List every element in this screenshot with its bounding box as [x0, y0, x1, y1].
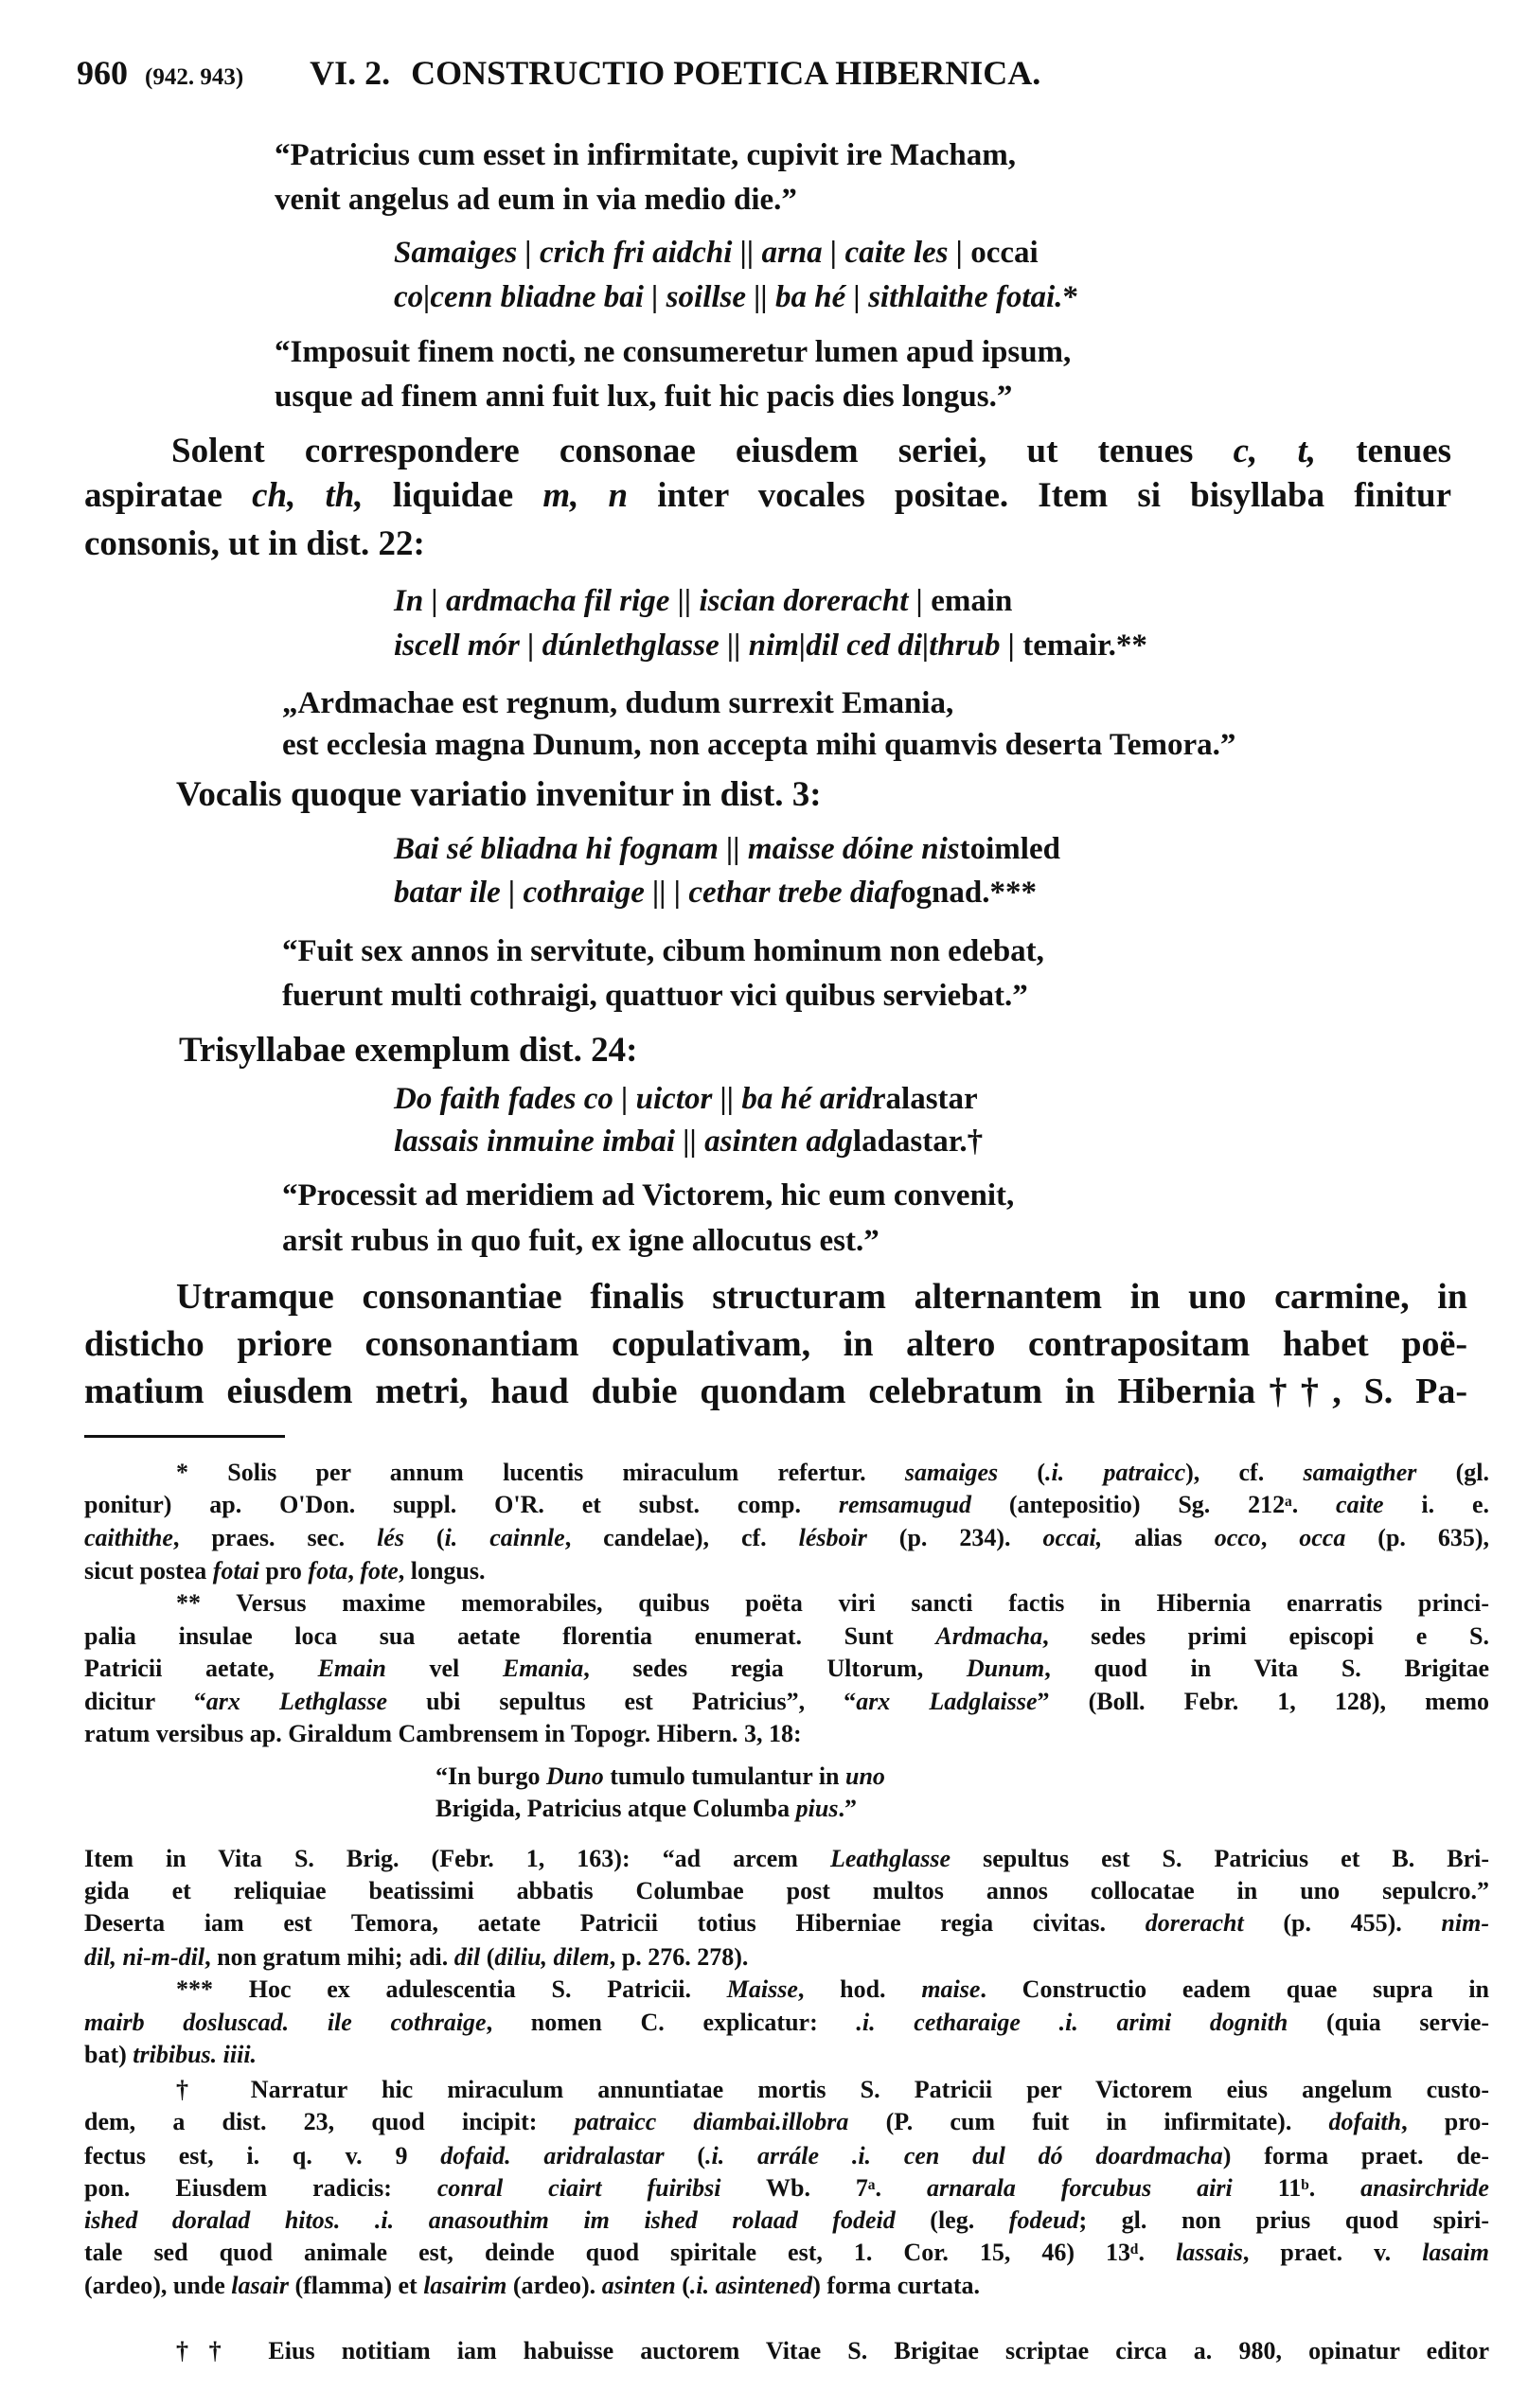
- italic-text: Bai sé bliadna hi fognam || maisse dóine nis: [394, 831, 960, 866]
- roman-text: (: [675, 2271, 690, 2299]
- italic-text: Leathglasse: [829, 1844, 951, 1872]
- text-line: [275, 182, 797, 217]
- roman-text: (p. 234).: [866, 1523, 1043, 1551]
- footnote-line: [84, 2107, 1489, 2135]
- italic-text: lésboir: [798, 1523, 867, 1551]
- roman-text: tumulo tumulantur in: [603, 1762, 846, 1790]
- roman-text: , hod.: [797, 1974, 922, 2003]
- footnote-line: [84, 1656, 1489, 1681]
- footnote-line: [84, 1844, 1490, 1872]
- roman-text: aspiratae: [84, 476, 253, 516]
- roman-text: Vocalis quoque variatio invenitur in dist. 3:: [176, 775, 822, 815]
- footnote-line: [84, 2173, 1489, 2202]
- roman-text: liquidae: [363, 476, 543, 516]
- roman-text: (gl.: [1416, 1458, 1489, 1486]
- roman-text: tale sed quod animale est, deinde quod spiritale est, 1. Cor. 15, 46) 13ᵈ.: [84, 2238, 1177, 2266]
- roman-text: (ardeo), unde: [84, 2271, 232, 2299]
- roman-text: pro: [258, 1556, 309, 1585]
- footnote-line: [435, 1764, 885, 1789]
- roman-text: (quia servie-: [1288, 2008, 1490, 2036]
- roman-text: Utramque consonantiae finalis structuram alternantem in uno carmine, in: [176, 1277, 1467, 1318]
- text-line: [84, 1372, 1467, 1412]
- roman-text: * Solis per annum lucentis miraculum refertur.: [176, 1458, 905, 1486]
- italic-text: maise: [921, 1974, 981, 2003]
- text-line: [176, 1277, 1467, 1318]
- footnote-line: [84, 1621, 1490, 1650]
- italic-text: Ardmacha: [935, 1621, 1043, 1650]
- text-line: [394, 279, 1078, 314]
- italic-text: .i. arrále .i. cen dul dó doardmacha: [705, 2141, 1223, 2169]
- roman-text: “Patricius cum esset in infirmitate, cupivit ire Macham,: [275, 137, 1016, 172]
- footnote-line: [84, 2205, 1490, 2234]
- roman-text: (: [480, 1942, 495, 1971]
- footnote-line: [84, 1523, 1489, 1551]
- italic-text: occa: [1299, 1523, 1346, 1551]
- roman-text: “In burgo: [435, 1762, 547, 1790]
- roman-text: tenues: [1316, 432, 1451, 471]
- italic-text: fotai: [212, 1556, 259, 1585]
- italic-text: .i. cetharaige .i. arimi dognith: [856, 2008, 1288, 2036]
- roman-text: , quod in Vita S. Brigitae: [1044, 1654, 1489, 1682]
- text-line: [179, 1031, 638, 1071]
- roman-text: Trisyllabae exemplum dist. 24:: [179, 1031, 638, 1071]
- footnote-line: [84, 1687, 1489, 1715]
- roman-text: consonis, ut in dist. 22:: [84, 524, 425, 564]
- roman-text: (leg.: [895, 2205, 1009, 2234]
- roman-text: (: [664, 2141, 706, 2169]
- roman-text: fuerunt multi cothraigi, quattuor vici quibus serviebat.”: [282, 978, 1028, 1013]
- italic-text: m, n: [542, 476, 629, 516]
- roman-text: „Ardmachae est regnum, dudum surrexit Emania,: [282, 685, 954, 720]
- roman-text: “Imposuit finem nocti, ne consumeretur lumen apud ipsum,: [275, 334, 1072, 369]
- text-line: [394, 235, 1039, 270]
- roman-text: “Processit ad meridiem ad Victorem, hic eum convenit,: [282, 1177, 1015, 1213]
- roman-text: ,: [347, 1556, 361, 1585]
- roman-text: i. e.: [1383, 1490, 1489, 1518]
- text-line: [171, 434, 1451, 469]
- text-line: [282, 727, 1236, 762]
- italic-text: In | ardmacha fil rige || iscian doreracht |: [394, 583, 932, 618]
- roman-text: *** Hoc ex adulescentia S. Patricii.: [176, 1974, 727, 2003]
- roman-text: , candelae), cf.: [564, 1523, 799, 1551]
- text-line: [275, 137, 1016, 172]
- text-line: [394, 630, 1147, 662]
- italic-text: fota: [308, 1556, 348, 1585]
- roman-text: *: [1062, 279, 1078, 314]
- roman-text: . Constructio eadem quae supra in: [980, 1974, 1490, 2003]
- roman-text: ladastar.†: [852, 1124, 984, 1159]
- italic-text: caite: [1336, 1490, 1384, 1518]
- italic-text: pius: [795, 1794, 839, 1822]
- roman-text: ; gl. non prius quod spiri-: [1078, 2205, 1490, 2234]
- roman-text: ) forma curtata.: [812, 2271, 981, 2299]
- roman-text: fectus est, i. q. v. 9: [84, 2141, 441, 2169]
- text-line: [282, 685, 954, 720]
- footnote-line: [84, 2010, 1489, 2035]
- roman-text: Solent correspondere consonae eiusdem seriei, ut tenues: [171, 432, 1234, 471]
- roman-text: †† Eius notitiam iam habuisse auctorem Vitae S. Brigitae scriptae circa a. 980, opinatur editor: [176, 2336, 1489, 2364]
- roman-text: vel: [385, 1654, 503, 1682]
- italic-text: arx Lethglasse: [205, 1687, 388, 1715]
- italic-text: dofaith: [1328, 2107, 1402, 2135]
- footnote-line: [84, 1876, 1489, 1904]
- italic-text: Do faith fades co | uictor || ba hé arid: [394, 1081, 872, 1116]
- roman-text: gida et reliquiae beatissimi abbatis Columbae post multos annos collocatae in uno sepulcro.”: [84, 1876, 1489, 1904]
- roman-text: bat): [84, 2040, 133, 2068]
- text-line: [394, 583, 1013, 618]
- roman-text: Brigida, Patricius atque Columba: [435, 1794, 796, 1822]
- roman-text: , sedes regia Ultorum,: [583, 1654, 967, 1682]
- roman-text: ** Versus maxime memorabiles, quibus poëta viri sancti factis in Hibernia enarratis princi-: [176, 1588, 1489, 1617]
- italic-text: iscell mór | dúnlethglasse || nim|dil ced di|thrub |: [394, 628, 1023, 663]
- roman-text: (ardeo).: [506, 2271, 602, 2299]
- italic-text: patraicc diambai.illobra: [574, 2107, 849, 2135]
- text-line: [275, 381, 1012, 413]
- roman-text: † Narratur hic miraculum annuntiatae mortis S. Patricii per Victorem eius angelum custo-: [176, 2075, 1489, 2103]
- italic-text: Emain: [317, 1654, 386, 1682]
- italic-text: co|cenn bliadne bai | soillse || ba hé | sithlaithe fotai.: [394, 279, 1063, 314]
- roman-text: toimled: [959, 831, 1060, 866]
- text-line: [84, 476, 1451, 516]
- roman-text: matium eiusdem metri, haud dubie quondam celebratum in Hibernia††, S. Pa-: [84, 1372, 1467, 1412]
- italic-text: asinten: [601, 2271, 676, 2299]
- roman-text: ” (Boll. Febr. 1, 128), memo: [1037, 1687, 1489, 1715]
- roman-text: (P. cum fuit in infirmitate).: [848, 2107, 1329, 2135]
- text-line: [84, 1324, 1467, 1365]
- text-line: [282, 978, 1028, 1013]
- footnote-rule: [84, 1435, 285, 1438]
- roman-text: “Fuit sex annos in servitute, cibum hominum non edebat,: [282, 933, 1044, 968]
- italic-text: dofaid. aridralastar: [440, 2141, 665, 2169]
- footnote-line: [84, 2141, 1489, 2169]
- roman-text: (p. 635),: [1345, 1523, 1489, 1551]
- italic-text: conral ciairt fuiribsi: [436, 2173, 721, 2202]
- roman-text: Patricii aetate,: [84, 1654, 318, 1682]
- italic-text: i. cainnle: [444, 1523, 565, 1551]
- italic-text: caithithe: [84, 1523, 173, 1551]
- italic-text: batar ile | cothraige || | cethar trebe diaf: [394, 875, 901, 910]
- roman-text: est ecclesia magna Dunum, non accepta mihi quamvis deserta Temora.”: [282, 727, 1236, 762]
- roman-text: alias: [1102, 1523, 1215, 1551]
- footnote-line: [84, 2040, 258, 2068]
- roman-text: ratum versibus ap. Giraldum Cambrensem in Topogr. Hibern. 3, 18:: [84, 1719, 802, 1747]
- roman-text: venit angelus ad eum in via medio die.”: [275, 182, 797, 217]
- italic-text: tribibus. iiii.: [133, 2040, 258, 2068]
- footnote-line: [84, 1908, 1489, 1937]
- italic-text: samaigther: [1303, 1458, 1417, 1486]
- roman-text: , nomen C. explicatur:: [486, 2008, 857, 2036]
- italic-text: dil: [453, 1942, 481, 1971]
- roman-text: (flamma) et: [288, 2271, 424, 2299]
- footnote-line: [176, 2336, 1489, 2364]
- roman-text: , praet. v.: [1242, 2238, 1423, 2266]
- italic-text: arnarala forcubus airi: [926, 2173, 1233, 2202]
- footnote-line: [84, 1490, 1489, 1518]
- roman-text: disticho priore consonantiam copulativam, in altero contrapositam habet poë-: [84, 1324, 1467, 1365]
- roman-text: , p. 276. 278).: [609, 1942, 749, 1971]
- roman-text: emain: [931, 583, 1013, 618]
- italic-text: c, t,: [1233, 432, 1317, 471]
- roman-text: pon. Eiusdem radicis:: [84, 2173, 437, 2202]
- roman-text: ponitur) ap. O'Don. suppl. O'R. et subst. comp.: [84, 1490, 839, 1518]
- italic-text: lés: [377, 1523, 404, 1551]
- italic-text: nim-: [1441, 1908, 1489, 1937]
- roman-text: usque ad finem anni fuit lux, fuit hic pacis dies longus.”: [275, 379, 1013, 414]
- italic-text: lasaim: [1422, 2238, 1489, 2266]
- italic-text: samaiges: [904, 1458, 999, 1486]
- roman-text: , praes. sec.: [172, 1523, 378, 1551]
- footnote-line: [176, 1974, 1490, 2003]
- section-refs: (942. 943): [145, 64, 244, 90]
- italic-text: fote: [360, 1556, 399, 1585]
- text-line: [84, 524, 425, 564]
- roman-text: sicut postea: [84, 1556, 213, 1585]
- roman-text: , pro-: [1401, 2107, 1489, 2135]
- text-line: [176, 775, 822, 815]
- roman-text: , non gratum mihi; adi.: [204, 1942, 454, 1971]
- italic-text: Dunum: [966, 1654, 1045, 1682]
- roman-text: (antepositio) Sg. 212ᵃ.: [971, 1490, 1337, 1518]
- italic-text: lasairim: [423, 2271, 507, 2299]
- roman-text: Wb. 7ᵃ.: [720, 2173, 927, 2202]
- text-line: [394, 1081, 978, 1116]
- roman-text: (: [998, 1458, 1046, 1486]
- italic-text: Emania: [502, 1654, 584, 1682]
- roman-text: ) forma praet. de-: [1222, 2141, 1489, 2169]
- roman-text: , longus.: [398, 1556, 486, 1585]
- italic-text: .i. patraicc: [1045, 1458, 1186, 1486]
- footnote-line: [84, 1942, 749, 1971]
- footnote-line: [84, 1719, 802, 1747]
- italic-text: diliu, dilem: [494, 1942, 610, 1971]
- footnote-line: [84, 2271, 981, 2299]
- roman-text: temair.**: [1022, 628, 1147, 663]
- italic-text: Samaiges | crich fri aidchi || arna | caite les |: [394, 235, 971, 270]
- running-title: CONSTRUCTIO POETICA HIBERNICA.: [411, 54, 1041, 92]
- footnote-line: [176, 1458, 1489, 1486]
- text-line: [282, 933, 1044, 968]
- roman-text: , sedes primi episcopi e S.: [1042, 1621, 1490, 1650]
- text-line: [394, 877, 1037, 909]
- italic-text: lassais inmuine imbai || asinten adg: [394, 1124, 853, 1159]
- roman-text: (: [403, 1523, 445, 1551]
- italic-text: anasirchride: [1360, 2173, 1489, 2202]
- italic-text: ch, th,: [252, 476, 364, 516]
- text-line: [282, 1177, 1015, 1213]
- footnote-line: [435, 1794, 857, 1822]
- italic-text: doreracht: [1145, 1908, 1244, 1937]
- italic-text: .i. asintened: [689, 2271, 813, 2299]
- chapter-number: VI. 2.: [310, 54, 391, 92]
- roman-text: Deserta iam est Temora, aetate Patricii totius Hiberniae regia civitas.: [84, 1908, 1146, 1937]
- roman-text: ,: [1260, 1523, 1300, 1551]
- roman-text: (p. 455).: [1243, 1908, 1442, 1937]
- italic-text: arx Ladglaisse: [856, 1687, 1038, 1715]
- running-header: [77, 53, 1040, 93]
- footnote-line: [84, 2240, 1489, 2265]
- italic-text: Maisse: [726, 1974, 798, 2003]
- italic-text: lasair: [231, 2271, 289, 2299]
- roman-text: ognad.***: [900, 875, 1037, 910]
- italic-text: ished doralad hitos. .i. anasouthim im ished rolaad fodeid: [84, 2205, 896, 2234]
- text-line: [275, 334, 1072, 369]
- roman-text: arsit rubus in quo fuit, ex igne allocutus est.”: [282, 1223, 879, 1258]
- roman-text: dicitur “: [84, 1687, 206, 1715]
- roman-text: Item in Vita S. Brig. (Febr. 1, 163): “ad arcem: [84, 1844, 830, 1872]
- roman-text: ralastar: [871, 1081, 978, 1116]
- roman-text: inter vocales positae. Item si bisyllaba finitur: [628, 476, 1451, 516]
- italic-text: uno: [845, 1762, 885, 1790]
- footnote-line: [84, 1556, 486, 1585]
- roman-text: .”: [838, 1794, 857, 1822]
- italic-text: mairb dosluscad. ile cothraige: [84, 2008, 487, 2036]
- italic-text: lassais: [1176, 2238, 1243, 2266]
- roman-text: ubi sepultus est Patricius”, “: [387, 1687, 857, 1715]
- text-line: [394, 1126, 983, 1158]
- roman-text: dem, a dist. 23, quod incipit:: [84, 2107, 575, 2135]
- italic-text: fodeud: [1008, 2205, 1079, 2234]
- roman-text: sepultus est S. Patricius et B. Bri-: [951, 1844, 1490, 1872]
- text-line: [282, 1223, 879, 1258]
- italic-text: occai,: [1042, 1523, 1103, 1551]
- footnote-line: [176, 2075, 1489, 2103]
- italic-text: occo: [1214, 1523, 1261, 1551]
- page-number: 960: [77, 54, 128, 92]
- roman-text: 11ᵇ.: [1232, 2173, 1361, 2202]
- roman-text: ), cf.: [1185, 1458, 1304, 1486]
- roman-text: palia insulae loca sua aetate florentia enumerat. Sunt: [84, 1621, 936, 1650]
- roman-text: occai: [970, 235, 1039, 270]
- italic-text: dil, ni-m-dil: [84, 1942, 205, 1971]
- italic-text: remsamugud: [838, 1490, 972, 1518]
- italic-text: Duno: [546, 1762, 604, 1790]
- footnote-line: [176, 1588, 1489, 1617]
- text-line: [394, 831, 1060, 866]
